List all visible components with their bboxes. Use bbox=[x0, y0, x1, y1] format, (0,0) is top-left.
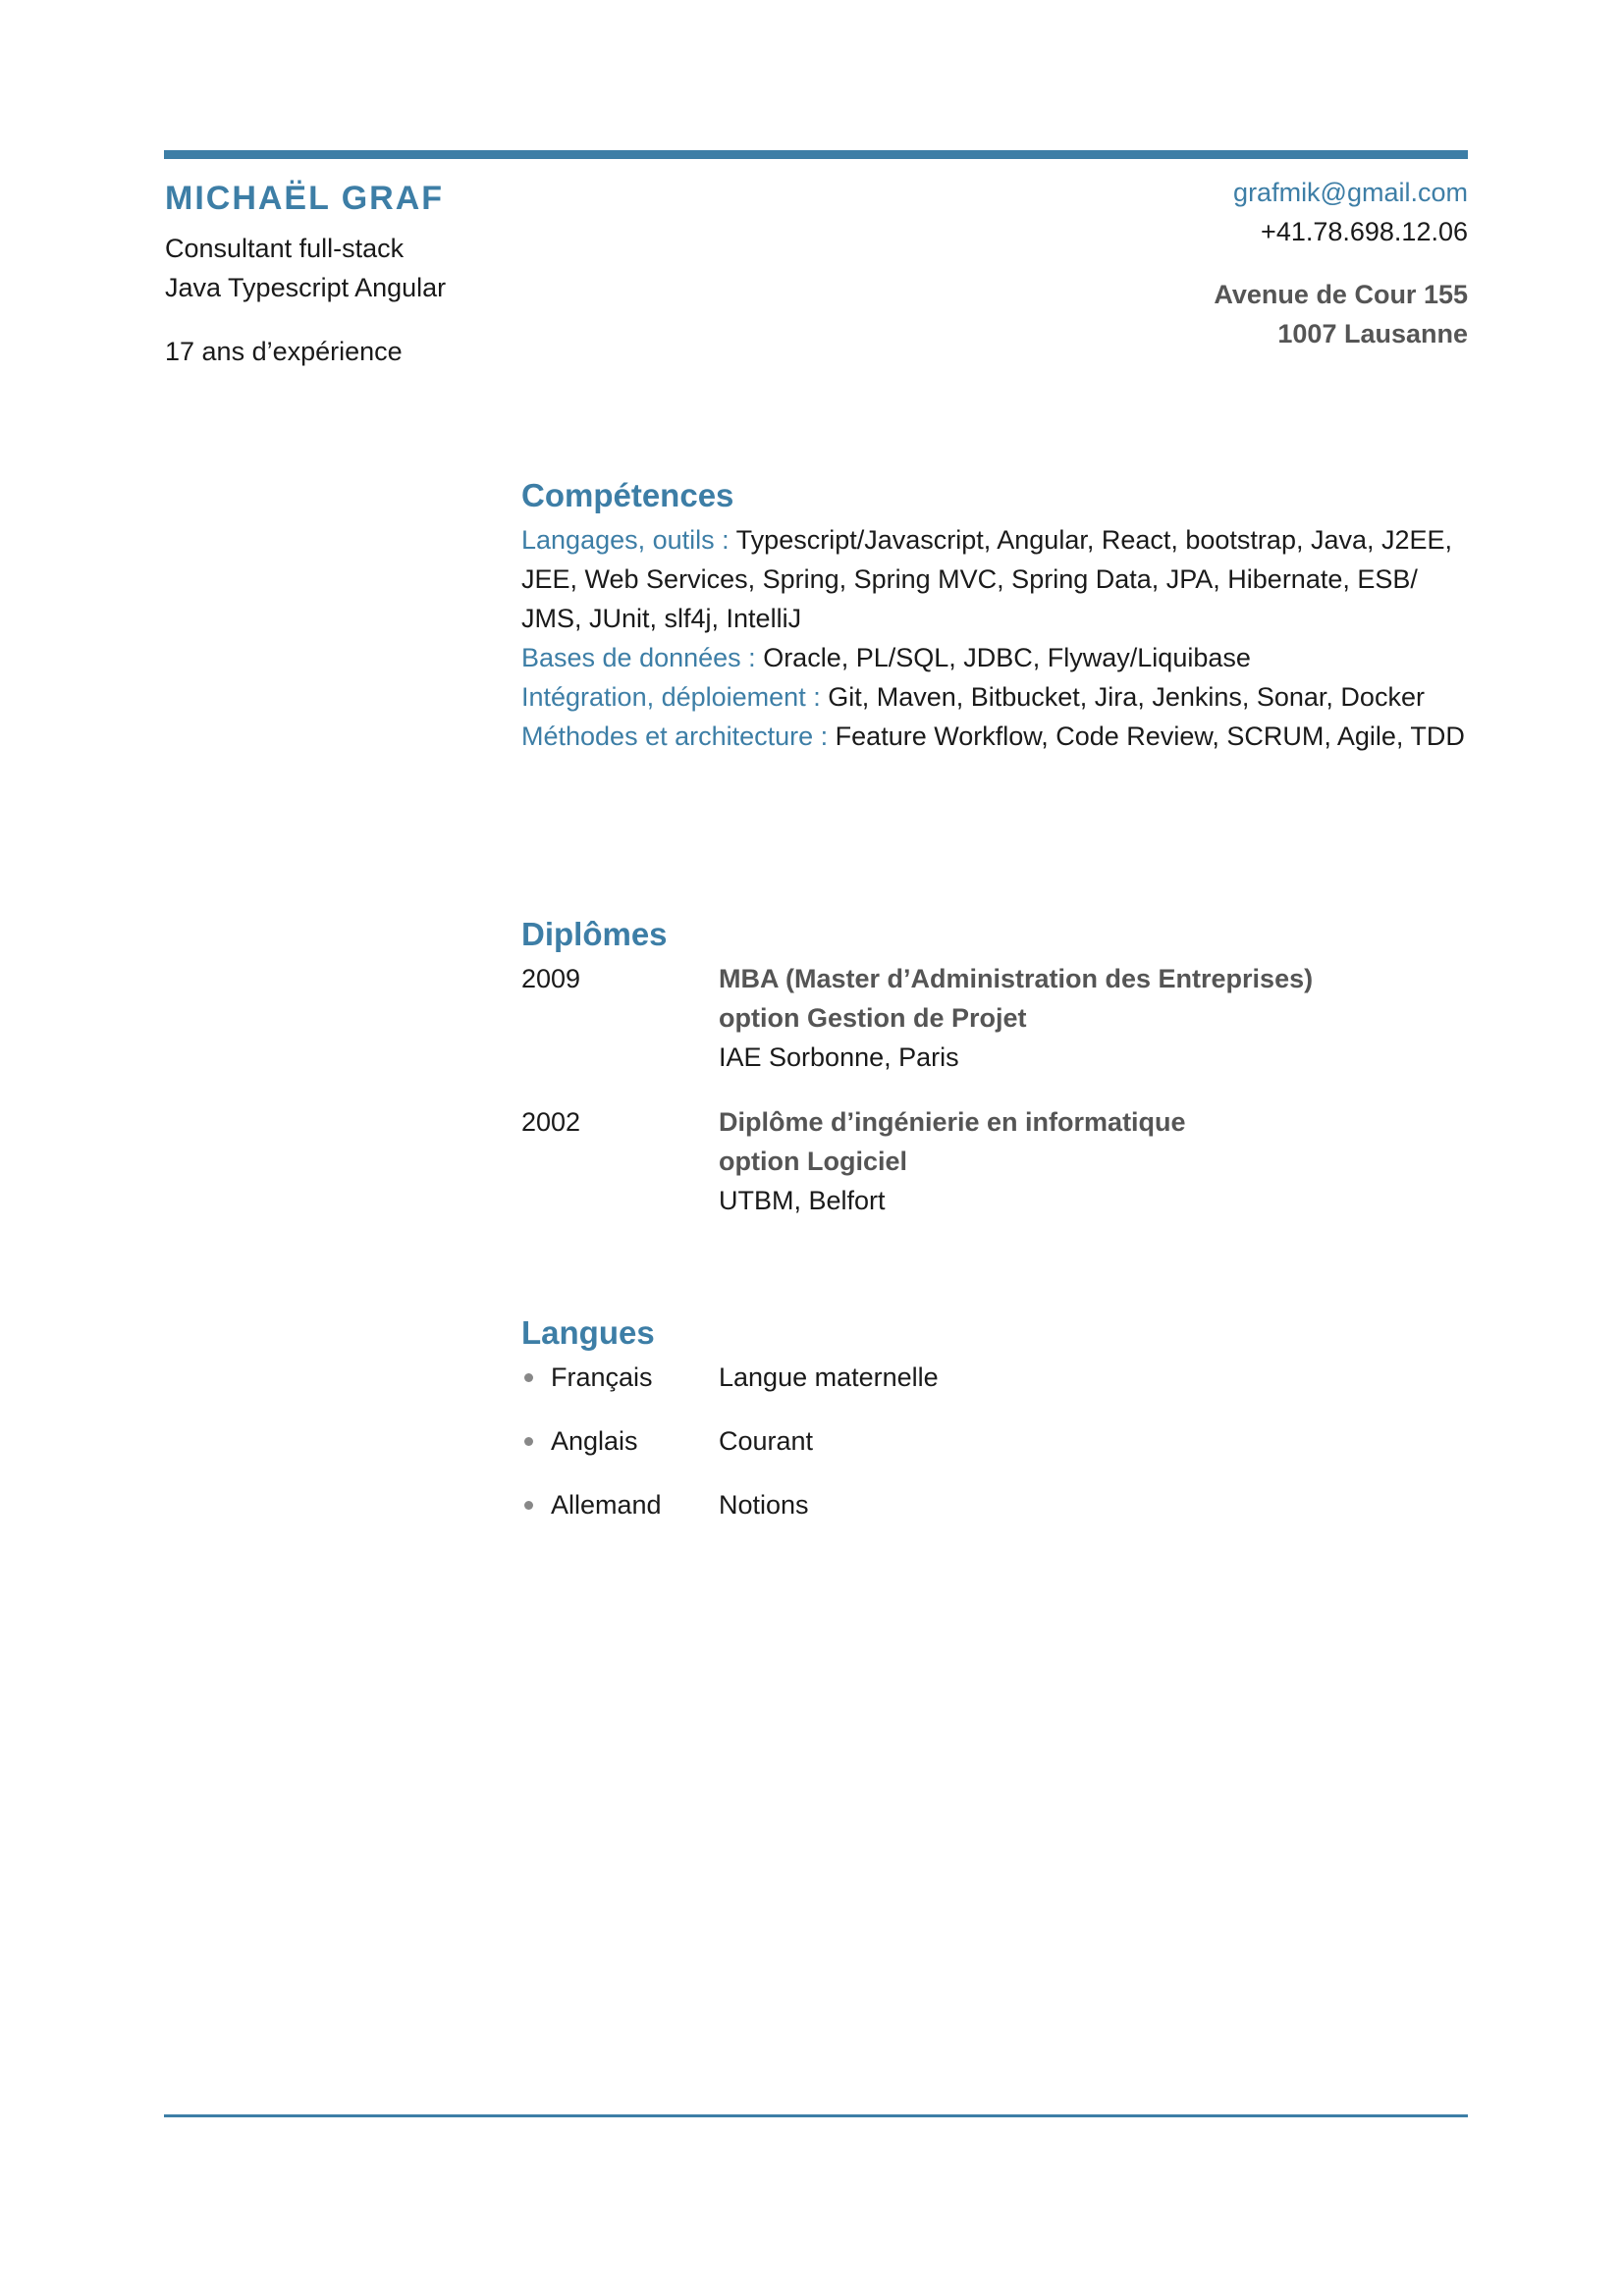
diploma-degree: Diplôme d’ingénierie en informatique bbox=[719, 1107, 1186, 1137]
skill-value: Typescript/Javascript, Angular, React, bootstrap, Java, J2EE, bbox=[735, 525, 1453, 555]
bullet-icon bbox=[524, 1437, 533, 1446]
skill-label: Intégration, déploiement : bbox=[521, 682, 829, 712]
skill-value: Feature Workflow, Code Review, SCRUM, Agile, TDD bbox=[835, 721, 1465, 751]
tech-stack: Java Typescript Angular bbox=[165, 273, 447, 302]
diploma-details bbox=[719, 959, 1313, 1077]
skill-integration bbox=[521, 677, 1474, 717]
skill-languages-continued bbox=[521, 599, 1474, 638]
skill-label: Méthodes et architecture : bbox=[521, 721, 836, 751]
language-name: Français bbox=[551, 1362, 653, 1392]
diploma-school: UTBM, Belfort bbox=[719, 1186, 886, 1215]
skill-value: JEE, Web Services, Spring, Spring MVC, Spring Data, JPA, Hibernate, ESB/ bbox=[521, 564, 1418, 594]
skill-value: Oracle, PL/SQL, JDBC, Flyway/Liquibase bbox=[763, 643, 1251, 672]
skills-section bbox=[521, 520, 1474, 756]
phone-number: +41.78.698.12.06 bbox=[1261, 217, 1468, 246]
language-level: Langue maternelle bbox=[719, 1362, 939, 1392]
skill-value: Git, Maven, Bitbucket, Jira, Jenkins, Sonar, Docker bbox=[828, 682, 1425, 712]
skill-label: Langages, outils : bbox=[521, 525, 736, 555]
language-name: Allemand bbox=[551, 1490, 662, 1520]
language-name: Anglais bbox=[551, 1426, 638, 1456]
diploma-option: option Logiciel bbox=[719, 1147, 907, 1176]
skill-languages bbox=[521, 520, 1474, 560]
address-street: Avenue de Cour 155 bbox=[1214, 280, 1468, 309]
diploma-year: 2002 bbox=[521, 1107, 581, 1137]
skill-languages-continued bbox=[521, 560, 1474, 599]
language-level: Courant bbox=[719, 1426, 814, 1456]
email-link[interactable]: grafmik@gmail.com bbox=[1233, 178, 1468, 207]
address-city: 1007 Lausanne bbox=[1277, 319, 1468, 348]
bullet-icon bbox=[524, 1373, 533, 1382]
diploma-degree: MBA (Master d’Administration des Entreprises) bbox=[719, 964, 1314, 993]
diploma-school: IAE Sorbonne, Paris bbox=[719, 1042, 959, 1072]
section-title-languages: Langues bbox=[521, 1314, 655, 1351]
top-divider bbox=[164, 150, 1468, 159]
skill-databases bbox=[521, 638, 1474, 677]
language-level: Notions bbox=[719, 1490, 809, 1520]
diploma-option: option Gestion de Projet bbox=[719, 1003, 1027, 1033]
bottom-divider bbox=[164, 2114, 1468, 2117]
candidate-name: MICHAËL GRAF bbox=[165, 180, 445, 217]
skill-methods bbox=[521, 717, 1474, 756]
skill-value: JMS, JUnit, slf4j, IntelliJ bbox=[521, 604, 802, 633]
diploma-year: 2009 bbox=[521, 964, 581, 993]
section-title-skills: Compétences bbox=[521, 477, 734, 513]
bullet-icon bbox=[524, 1501, 533, 1510]
experience-years: 17 ans d’expérience bbox=[165, 337, 403, 366]
section-title-diplomas: Diplômes bbox=[521, 916, 668, 952]
skill-label: Bases de données : bbox=[521, 643, 764, 672]
diploma-details bbox=[719, 1102, 1186, 1220]
job-title: Consultant full-stack bbox=[165, 234, 405, 263]
